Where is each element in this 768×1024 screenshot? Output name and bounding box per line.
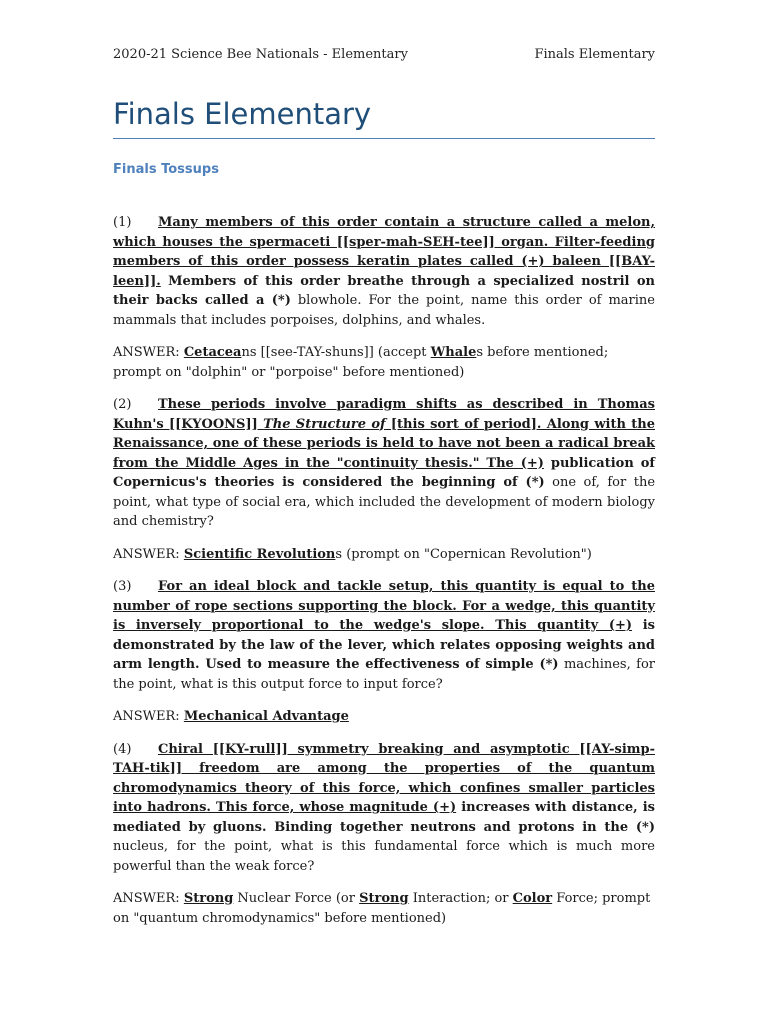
bold-text: is demonstrated by the law of the lever, which relates opposing weights and arm length. Used to measure the effectiveness of simple (*)	[113, 618, 655, 672]
answer-prefix: ANSWER:	[113, 891, 184, 906]
answer-key: Mechanical Advantage	[183, 709, 349, 724]
question-3	[113, 577, 655, 694]
plain-text: blowhole. For the point, name this order of marine mammals that includes porpoises, dolphins, and whales.	[113, 293, 655, 328]
page-title: Finals Elementary	[113, 97, 372, 131]
answer-key: Scientific Revolution	[183, 546, 336, 562]
power-text: [this sort of period]. Along with the Renaissance, one of these periods is held to have not been a radical break from the Middle Ages in the "continuity thesis." The (+)	[113, 416, 655, 471]
answer-prefix: ANSWER:	[113, 345, 184, 360]
question-1	[113, 213, 655, 330]
tossup-list	[113, 213, 655, 941]
page-header	[113, 46, 655, 64]
section-heading: Finals Tossups	[113, 162, 219, 177]
answer-text: s (prompt on "Copernican Revolution")	[335, 546, 592, 562]
answer-4	[113, 889, 655, 928]
answer-key: Color	[512, 891, 553, 906]
bold-text: publication of Copernicus's theories is considered the beginning of (*)	[113, 455, 655, 490]
power-text: For an ideal block and tackle setup, this quantity is equal to the number of rope sections supporting the block. For a wedge, this quantity is inversely proportional to the wedge's slope. This quantity (+)	[113, 579, 655, 633]
answer-prefix: ANSWER:	[113, 546, 184, 562]
plain-text: nucleus, for the point, what is this fundamental force which is much more powerful than the weak force?	[113, 839, 655, 874]
answer-key: Strong	[183, 891, 234, 906]
power-text: These periods involve paradigm shifts as described in Thomas Kuhn's [[KYOONS]]	[113, 397, 655, 432]
answer-key: Whale	[430, 345, 477, 360]
power-text: Chiral [[KY-rull]] symmetry breaking and asymptotic [[AY-simp-TAH-tik]] freedom are among the properties of the quantum chromodynamics theory of this force, which confines smaller particles into hadrons. This force, whose magnitude (+)	[113, 741, 655, 815]
answer-key: Strong	[359, 891, 409, 906]
question-2	[113, 395, 655, 532]
power-title-italic: The Structure of	[263, 416, 386, 432]
question-4	[113, 740, 655, 877]
plain-text: one of, for the point, what type of social era, which included the development of modern biology and chemistry?	[113, 475, 656, 529]
answer-3	[113, 707, 655, 727]
answer-2	[113, 545, 655, 565]
power-text: Many members of this order contain a structure called a melon, which houses the spermaceti [[sper-mah-SEH-tee]] organ. Filter-feeding members of this order possess keratin plates called (+) baleen [[BAY-leen]].	[113, 215, 655, 289]
answer-text: ns [[see-TAY-shuns]] (accept	[241, 345, 431, 360]
answer-prefix: ANSWER:	[113, 709, 184, 724]
answer-1	[113, 343, 655, 382]
plain-text: machines, for the point, what is this output force to input force?	[113, 657, 655, 692]
question-number: (4)	[113, 741, 132, 757]
answer-text: s before mentioned; prompt on "dolphin" or "porpoise" before mentioned)	[113, 345, 609, 380]
question-number: (1)	[113, 215, 132, 230]
answer-text: Nuclear Force (or	[233, 891, 360, 906]
answer-key: Cetacea	[183, 345, 242, 360]
title-divider	[113, 138, 655, 139]
header-right: Finals Elementary	[534, 47, 655, 62]
question-number: (3)	[113, 579, 132, 594]
header-left: 2020-21 Science Bee Nationals - Elementary	[113, 47, 408, 62]
bold-text: increases with distance, is mediated by gluons. Binding together neutrons and protons in the (*)	[113, 800, 655, 835]
answer-text: Force; prompt on "quantum chromodynamics" before mentioned)	[113, 891, 651, 926]
bold-text: Members of this order breathe through a specialized nostril on their backs called a (*)	[113, 273, 655, 308]
answer-text: Interaction; or	[408, 891, 513, 906]
question-number: (2)	[113, 397, 132, 412]
